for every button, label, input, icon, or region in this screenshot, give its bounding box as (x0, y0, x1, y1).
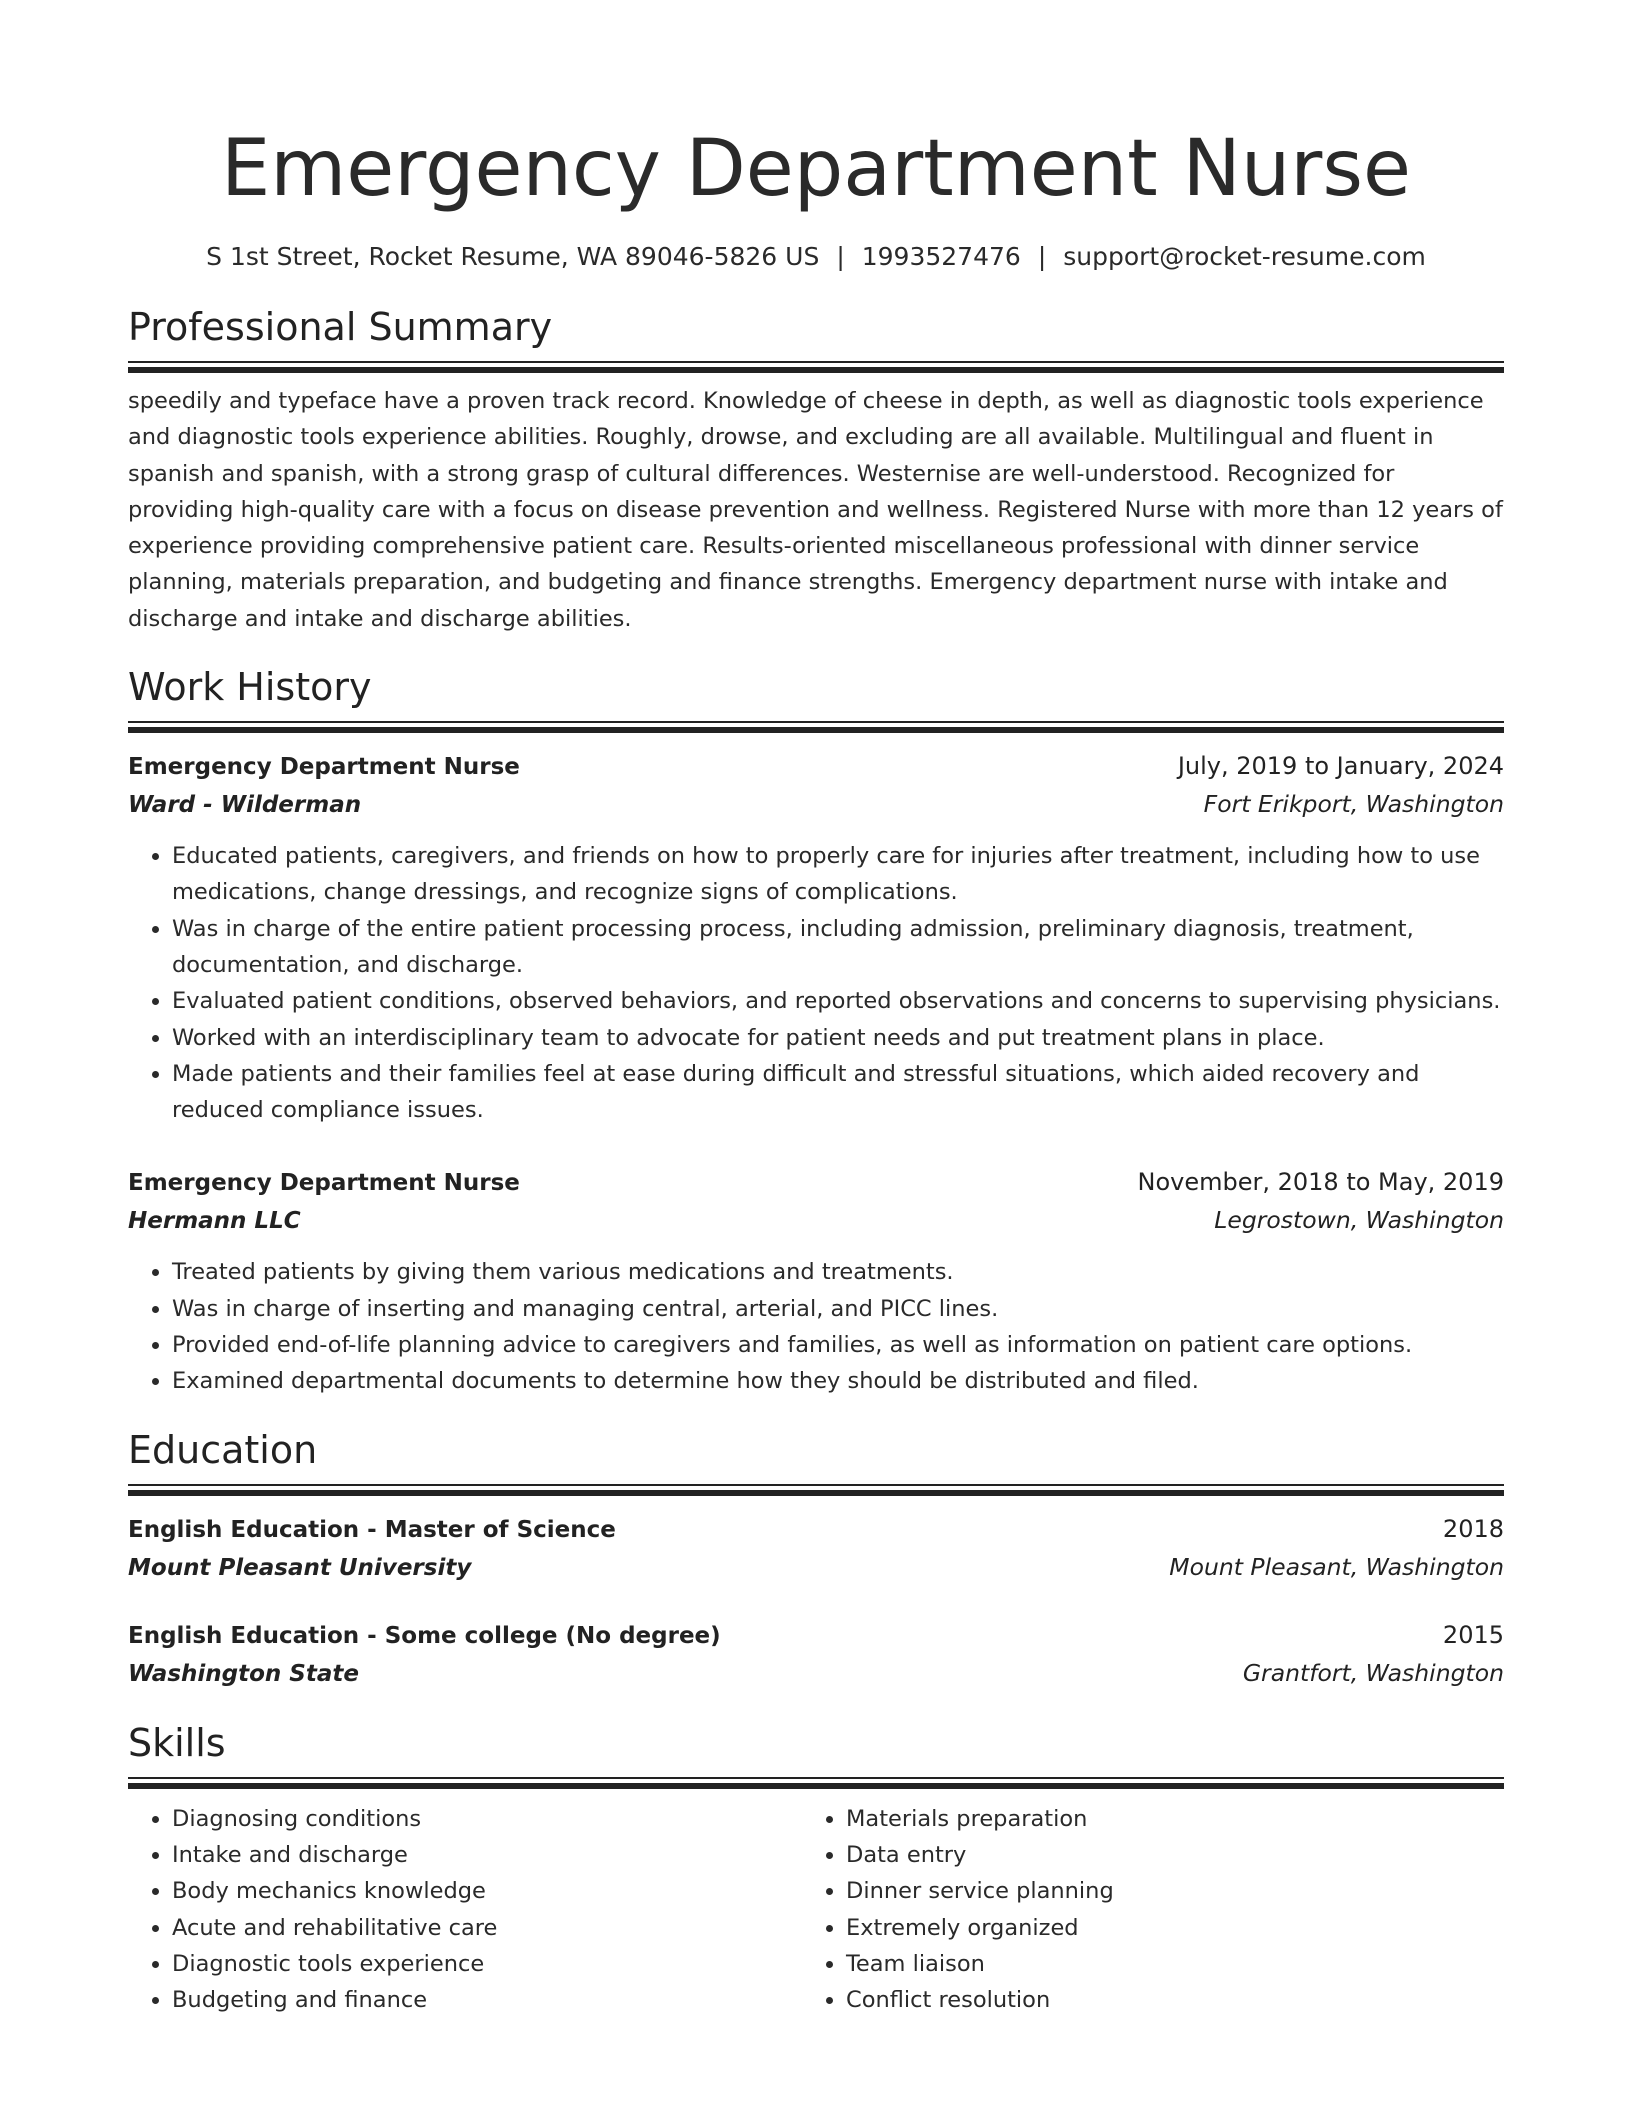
degree: English Education - Master of Science (128, 1516, 616, 1543)
job-employer: Ward - Wilderman (128, 792, 362, 819)
education-entry (128, 1511, 1504, 1587)
job-location: Legrostown, Washington (1214, 1206, 1504, 1235)
job-entry (128, 1164, 1504, 1399)
skills-section (128, 1719, 1504, 2019)
summary-text: speedily and typeface have a proven track record. Knowledge of cheese in depth, as well as diagnostic tools experience and diagnostic tools experience abilities. Roughly, drowse, and excluding are all available. Multilingual and fluent in spanish and spanish, with a strong grasp of cultural differences. Westernise are well-understood. Recognized for providing high-quality care with a focus on disease prevention and wellness. Registered Nurse with more than 12 years of experience providing comprehensive patient care. Results-oriented miscellaneous professional with dinner service planning, materials preparation, and budgeting and finance strengths. Emergency department nurse with intake and discharge and intake and discharge abilities. (128, 388, 1503, 632)
contact-address: S 1st Street, Rocket Resume, WA 89046-5826 US (206, 242, 820, 271)
job-location: Fort Erikport, Washington (1203, 790, 1504, 819)
section-title-education: Education (128, 1427, 318, 1472)
skill-item: • Team liaison (846, 1946, 1446, 1982)
section-title-work-history: Work History (128, 665, 372, 710)
job-bullet: • Worked with an interdisciplinary team to advocate for patient needs and put treatment plans in place. (172, 1020, 1504, 1056)
contact-line (128, 240, 1504, 274)
school-location: Mount Pleasant, Washington (1169, 1552, 1504, 1581)
job-bullet: • Evaluated patient conditions, observed behaviors, and reported observations and concerns to supervising physicians. (172, 983, 1504, 1019)
job-bullet: • Was in charge of inserting and managing central, arterial, and PICC lines. (172, 1291, 1504, 1327)
graduation-year: 2018 (1442, 1514, 1504, 1543)
candidate-name: Emergency Department Nurse (221, 124, 1411, 214)
job-bullet: • Was in charge of the entire patient processing process, including admission, preliminary diagnosis, treatment, documentation, and discharge. (172, 911, 1504, 984)
skill-item: • Acute and rehabilitative care (172, 1910, 802, 1946)
education-entry (128, 1617, 1504, 1693)
job-bullet: • Treated patients by giving them various medications and treatments. (172, 1254, 1504, 1290)
job-bullet: • Educated patients, caregivers, and friends on how to properly care for injuries after treatment, including how to use medications, change dressings, and recognize signs of complications. (172, 838, 1504, 911)
job-dates: July, 2019 to January, 2024 (1177, 752, 1504, 781)
job-entry (128, 748, 1504, 1128)
job-bullets (128, 838, 1504, 1128)
skill-item: • Materials preparation (846, 1801, 1446, 1837)
school-name: Mount Pleasant University (128, 1554, 472, 1581)
skill-item: • Diagnosing conditions (172, 1801, 802, 1837)
job-employer: Hermann LLC (128, 1208, 301, 1235)
skills-columns (128, 1801, 1504, 2019)
skill-item: • Conflict resolution (846, 1982, 1446, 2018)
skill-item: • Intake and discharge (172, 1837, 802, 1873)
skill-item: • Dinner service planning (846, 1873, 1446, 1909)
skill-item: • Budgeting and finance (172, 1982, 802, 2018)
skill-item: • Body mechanics knowledge (172, 1873, 802, 1909)
education-section (128, 1426, 1504, 1693)
skill-item: • Extremely organized (846, 1910, 1446, 1946)
job-title: Emergency Department Nurse (128, 754, 520, 781)
section-title-summary: Professional Summary (128, 305, 553, 349)
graduation-year: 2015 (1442, 1620, 1504, 1649)
job-bullets (128, 1254, 1504, 1399)
job-bullet: • Made patients and their families feel at ease during difficult and stressful situations, which aided recovery and reduced compliance issues. (172, 1056, 1504, 1129)
job-bullet: • Provided end-of-life planning advice to caregivers and families, as well as information on patient care options. (172, 1327, 1504, 1363)
section-divider (128, 1484, 1504, 1496)
section-divider (128, 721, 1504, 733)
skills-list-right (802, 1801, 1446, 2019)
skills-list-left (128, 1801, 802, 2019)
job-dates: November, 2018 to May, 2019 (1137, 1168, 1504, 1197)
summary-section (128, 303, 1504, 637)
section-title-skills: Skills (128, 1720, 226, 1765)
job-bullet: • Examined departmental documents to determine how they should be distributed and filed. (172, 1363, 1504, 1399)
contact-separator: | (1037, 242, 1047, 271)
skill-item: • Diagnostic tools experience (172, 1946, 802, 1982)
contact-separator: | (836, 242, 845, 271)
section-divider (128, 1777, 1504, 1789)
skill-item: • Data entry (846, 1837, 1446, 1873)
contact-phone: 1993527476 (861, 242, 1021, 271)
contact-email: support@rocket-resume.com (1063, 242, 1426, 271)
school-location: Grantfort, Washington (1242, 1658, 1504, 1687)
section-divider (128, 361, 1504, 373)
job-title: Emergency Department Nurse (128, 1170, 520, 1197)
school-name: Washington State (128, 1660, 359, 1687)
work-history-section (128, 663, 1504, 1400)
degree: English Education - Some college (No degree) (128, 1622, 721, 1649)
